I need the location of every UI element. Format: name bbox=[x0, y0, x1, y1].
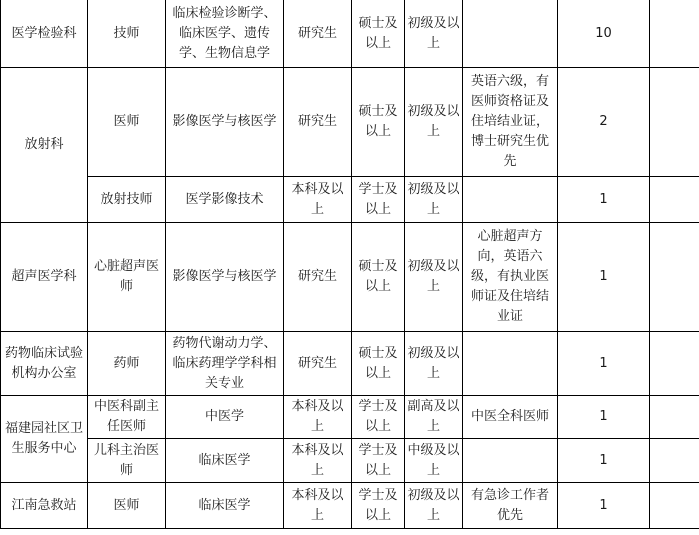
extra-cell bbox=[650, 68, 699, 177]
major-cell: 中医学 bbox=[166, 396, 284, 439]
other-cell bbox=[463, 177, 558, 223]
degree-cell: 硕士及以上 bbox=[352, 0, 405, 68]
extra-cell bbox=[650, 177, 699, 223]
position-cell: 医师 bbox=[88, 68, 166, 177]
other-cell: 中医全科医师 bbox=[463, 396, 558, 439]
other-cell bbox=[463, 439, 558, 483]
extra-cell bbox=[650, 396, 699, 439]
position-cell: 儿科主治医师 bbox=[88, 439, 166, 483]
dept-cell: 超声医学科 bbox=[1, 223, 88, 332]
position-cell: 中医科副主任医师 bbox=[88, 396, 166, 439]
table-row bbox=[1, 439, 699, 483]
major-cell: 医学影像技术 bbox=[166, 177, 284, 223]
other-cell bbox=[463, 0, 558, 68]
table-row bbox=[1, 332, 699, 396]
count-cell: 1 bbox=[558, 439, 650, 483]
count-cell: 1 bbox=[558, 396, 650, 439]
degree-cell: 学士及以上 bbox=[352, 396, 405, 439]
dept-cell: 江南急救站 bbox=[1, 483, 88, 529]
dept-cell: 药物临床试验机构办公室 bbox=[1, 332, 88, 396]
count-cell: 1 bbox=[558, 483, 650, 529]
education-cell: 研究生 bbox=[284, 223, 352, 332]
extra-cell bbox=[650, 223, 699, 332]
title-cell: 初级及以上 bbox=[405, 0, 463, 68]
title-cell: 初级及以上 bbox=[405, 332, 463, 396]
degree-cell: 硕士及以上 bbox=[352, 68, 405, 177]
extra-cell bbox=[650, 483, 699, 529]
degree-cell: 学士及以上 bbox=[352, 177, 405, 223]
education-cell: 本科及以上 bbox=[284, 483, 352, 529]
major-cell: 临床医学 bbox=[166, 439, 284, 483]
education-cell: 研究生 bbox=[284, 68, 352, 177]
dept-cell: 医学检验科 bbox=[1, 0, 88, 68]
education-cell: 研究生 bbox=[284, 332, 352, 396]
extra-cell bbox=[650, 439, 699, 483]
other-cell bbox=[463, 332, 558, 396]
major-cell: 临床医学 bbox=[166, 483, 284, 529]
count-cell: 1 bbox=[558, 223, 650, 332]
degree-cell: 学士及以上 bbox=[352, 483, 405, 529]
degree-cell: 硕士及以上 bbox=[352, 223, 405, 332]
dept-cell: 福建园社区卫生服务中心 bbox=[1, 396, 88, 483]
title-cell: 副高及以上 bbox=[405, 396, 463, 439]
title-cell: 中级及以上 bbox=[405, 439, 463, 483]
position-cell: 技师 bbox=[88, 0, 166, 68]
position-cell: 心脏超声医师 bbox=[88, 223, 166, 332]
title-cell: 初级及以上 bbox=[405, 483, 463, 529]
count-cell: 1 bbox=[558, 177, 650, 223]
table-row bbox=[1, 177, 699, 223]
major-cell: 影像医学与核医学 bbox=[166, 223, 284, 332]
position-cell: 医师 bbox=[88, 483, 166, 529]
table-row bbox=[1, 223, 699, 332]
other-cell: 有急诊工作者优先 bbox=[463, 483, 558, 529]
education-cell: 本科及以上 bbox=[284, 439, 352, 483]
position-cell: 放射技师 bbox=[88, 177, 166, 223]
count-cell: 10 bbox=[558, 0, 650, 68]
extra-cell bbox=[650, 332, 699, 396]
major-cell: 药物代谢动力学、临床药理学学科相关专业 bbox=[166, 332, 284, 396]
table-row bbox=[1, 68, 699, 177]
table-row bbox=[1, 483, 699, 529]
title-cell: 初级及以上 bbox=[405, 223, 463, 332]
education-cell: 本科及以上 bbox=[284, 396, 352, 439]
count-cell: 2 bbox=[558, 68, 650, 177]
major-cell: 影像医学与核医学 bbox=[166, 68, 284, 177]
other-cell: 英语六级，有医师资格证及住培结业证，博士研究生优先 bbox=[463, 68, 558, 177]
extra-cell bbox=[650, 0, 699, 68]
position-cell: 药师 bbox=[88, 332, 166, 396]
title-cell: 初级及以上 bbox=[405, 68, 463, 177]
degree-cell: 学士及以上 bbox=[352, 439, 405, 483]
major-cell: 临床检验诊断学、临床医学、遗传学、生物信息学 bbox=[166, 0, 284, 68]
education-cell: 本科及以上 bbox=[284, 177, 352, 223]
education-cell: 研究生 bbox=[284, 0, 352, 68]
title-cell: 初级及以上 bbox=[405, 177, 463, 223]
table-row bbox=[1, 0, 699, 68]
dept-cell: 放射科 bbox=[1, 68, 88, 223]
other-cell: 心脏超声方向，英语六级，有执业医师证及住培结业证 bbox=[463, 223, 558, 332]
count-cell: 1 bbox=[558, 332, 650, 396]
degree-cell: 硕士及以上 bbox=[352, 332, 405, 396]
table-row bbox=[1, 396, 699, 439]
